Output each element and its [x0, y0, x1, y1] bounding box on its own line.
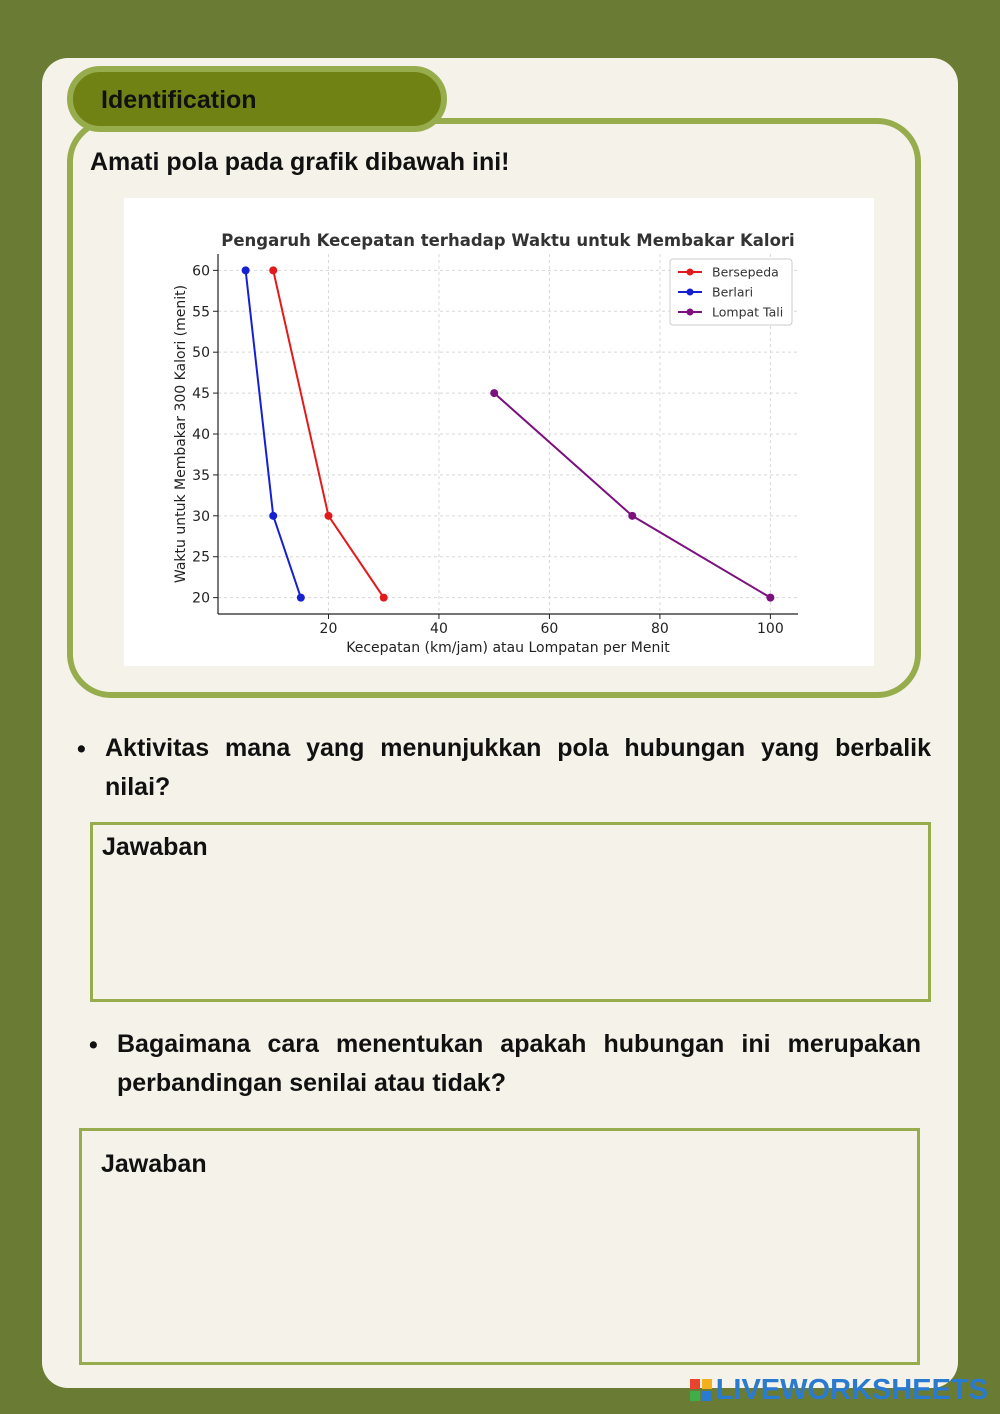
legend-label-0: Bersepeda — [712, 264, 779, 280]
answer-box-1[interactable] — [90, 822, 931, 1002]
legend-marker-1 — [687, 289, 694, 296]
answer-box-2[interactable] — [79, 1128, 920, 1365]
legend-label-1: Berlari — [712, 284, 754, 300]
data-point-lompat-tali-1 — [628, 512, 636, 520]
watermark-text: LIVEWORKSHEETS — [715, 1373, 988, 1406]
x-tick-label-3: 80 — [650, 621, 669, 637]
liveworksheets-watermark — [690, 1374, 988, 1406]
data-point-bersepeda-0 — [269, 266, 277, 274]
y-tick-label-8: 60 — [192, 263, 210, 280]
x-axis-label: Kecepatan (km/jam) atau Lompatan per Menit — [346, 640, 670, 656]
x-tick-label-1: 40 — [430, 621, 448, 637]
answer-label-2: Jawaban — [101, 1150, 207, 1178]
question-2-bullet: • — [89, 1031, 98, 1059]
chart-title: Pengaruh Kecepatan terhadap Waktu untuk Membakar Kalori — [221, 231, 795, 250]
instruction-text: Amati pola pada grafik dibawah ini! — [90, 148, 510, 176]
y-tick-label-2: 30 — [192, 508, 210, 525]
y-tick-label-7: 55 — [192, 304, 210, 321]
y-tick-label-3: 35 — [192, 467, 210, 484]
legend-label-2: Lompat Tali — [712, 304, 784, 320]
x-tick-label-0: 20 — [319, 621, 338, 637]
y-tick-label-6: 50 — [192, 345, 210, 362]
x-tick-label-2: 60 — [540, 621, 559, 637]
y-axis-label: Waktu untuk Membakar 300 Kalori (menit) — [173, 284, 189, 584]
answer-label-1: Jawaban — [102, 833, 208, 861]
logo-square-3 — [690, 1391, 700, 1401]
data-point-bersepeda-1 — [324, 512, 332, 520]
logo-square-4 — [702, 1391, 712, 1401]
data-point-lompat-tali-2 — [766, 594, 774, 602]
logo-square-1 — [690, 1379, 700, 1389]
chart-container — [124, 198, 874, 666]
data-point-berlari-1 — [269, 512, 277, 520]
line-chart — [124, 198, 874, 666]
y-tick-label-0: 20 — [192, 590, 210, 607]
data-point-berlari-0 — [242, 266, 250, 274]
question-2-text: Bagaimana cara menentukan apakah hubungan ini merupakan perbandingan senilai atau tidak? — [117, 1030, 921, 1097]
y-tick-label-1: 25 — [192, 549, 210, 566]
y-tick-label-5: 45 — [192, 386, 210, 403]
question-1-bullet: • — [77, 735, 86, 763]
question-1-text: Aktivitas mana yang menunjukkan pola hubungan yang berbalik nilai? — [105, 734, 931, 801]
data-point-berlari-2 — [297, 594, 305, 602]
legend-marker-0 — [687, 269, 694, 276]
data-point-bersepeda-2 — [380, 594, 388, 602]
logo-square-2 — [702, 1379, 712, 1389]
legend-marker-2 — [687, 309, 694, 316]
liveworksheets-logo-icon — [690, 1379, 712, 1401]
series-line-lompat-tali — [494, 393, 770, 598]
section-tab — [67, 66, 447, 132]
section-tab-label: Identification — [101, 86, 257, 114]
y-tick-label-4: 40 — [192, 427, 210, 443]
data-point-lompat-tali-0 — [490, 389, 498, 397]
x-tick-label-4: 100 — [757, 621, 784, 637]
